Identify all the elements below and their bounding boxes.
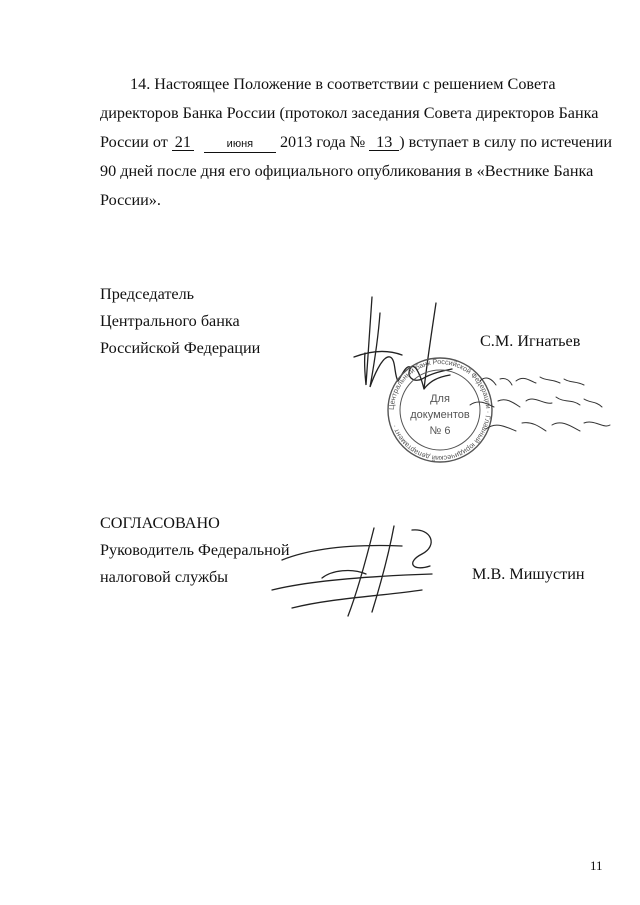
body-paragraph <box>100 70 613 215</box>
paragraph-line-2: директоров Банка России (протокол заседания Совета директоров Банка <box>100 104 599 122</box>
stamp <box>387 357 493 463</box>
paragraph-line-3 <box>100 128 613 157</box>
paragraph-line-5: России». <box>100 191 161 209</box>
signatory-1-name: С.М. Игнатьев <box>480 332 581 350</box>
approval-heading: СОГЛАСОВАНО <box>100 514 220 532</box>
paragraph-line-3-start: России от <box>100 133 168 151</box>
signatory-1-title-line-3: Российской Федерации <box>100 339 261 357</box>
approval-title-line-1: Руководитель Федеральной <box>100 541 290 559</box>
stamp-ring-text: Центральный банк Российской Федерации · Главный юридический департамент · <box>386 356 494 464</box>
stamp-text-line-2: документов <box>410 409 470 421</box>
paragraph-line-3-end: ) вступает в силу по истечении <box>399 133 613 151</box>
signature-and-stamp <box>340 285 620 500</box>
stamp-text-line-1: Для <box>430 393 450 405</box>
signatory-1-title <box>100 281 260 362</box>
signature-2 <box>262 520 462 620</box>
date-day-field: 21 <box>172 134 194 151</box>
signatory-1-title-line-1: Председатель <box>100 285 195 303</box>
approval-name: М.В. Мишустин <box>472 565 585 583</box>
paragraph-line-1: 14. Настоящее Положение в соответствии с решением Совета <box>130 75 556 93</box>
signatory-1-title-line-2: Центрального банка <box>100 312 240 330</box>
protocol-number-field: 13 <box>369 134 399 151</box>
paragraph-line-3-middle: 2013 года № <box>279 133 366 151</box>
approval-title-line-2: налоговой службы <box>100 568 229 586</box>
date-month-field: июня <box>204 136 276 153</box>
page-number: 11 <box>590 858 603 873</box>
stamp-text-line-3: № 6 <box>429 425 451 437</box>
paragraph-line-4: 90 дней после дня его официального опубликования в «Вестнике Банка <box>100 162 594 180</box>
